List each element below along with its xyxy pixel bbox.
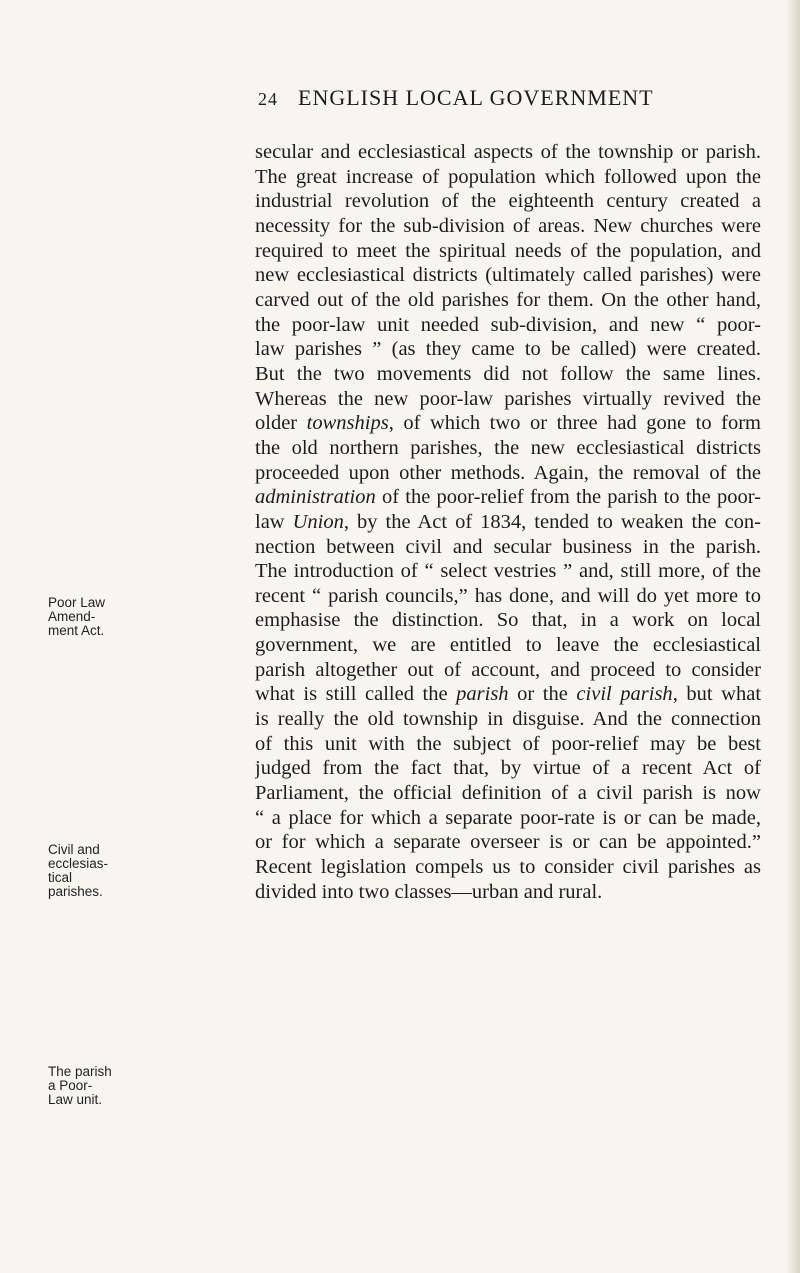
- text-run: or the: [508, 683, 577, 706]
- running-head-title: ENGLISH LOCAL GOVERNMENT: [298, 85, 654, 110]
- italic-term: civil parish: [576, 683, 673, 706]
- text-line: proceeded upon other methods. Again, the removal of the: [255, 461, 761, 484]
- sidenote-line: Amend-: [48, 609, 96, 624]
- text-line: is really the old township in disguise. And the connection: [255, 708, 761, 731]
- text-line: Parliament, the official definition of a civil parish is now: [255, 782, 761, 805]
- text-line: [255, 682, 761, 707]
- running-head: [258, 83, 778, 113]
- italic-term: Union: [292, 510, 344, 533]
- sidenote-line: tical: [48, 870, 73, 885]
- text-line: parish altogether out of account, and proceed to consider: [255, 658, 761, 681]
- sidenote-line: Poor Law: [48, 595, 106, 610]
- sidenote-poor-law-amendment-act: [48, 596, 128, 638]
- text-line: recent “ parish councils,” has done, and will do yet more to: [255, 584, 761, 607]
- text-line: judged from the fact that, by virtue of a recent Act of: [255, 757, 761, 780]
- text-line: the old northern parishes, the new ecclesiastical districts: [255, 436, 761, 459]
- text-line: [255, 485, 761, 510]
- sidenote-line: Civil and: [48, 842, 100, 857]
- text-line: law parishes ” (as they came to be called) were created.: [255, 338, 761, 361]
- page-edge-shadow: [786, 0, 800, 1273]
- text-line: nection between civil and secular business in the parish.: [255, 535, 761, 558]
- text-run: of the poor-relief from the parish to the poor-: [375, 486, 761, 509]
- text-line: of this unit with the subject of poor-relief may be best: [255, 732, 761, 755]
- text-line: government, we are entitled to leave the ecclesiastical: [255, 634, 761, 657]
- text-line: required to meet the spiritual needs of the population, and: [255, 239, 761, 262]
- text-run: , but what: [672, 683, 761, 706]
- text-line: divided into two classes—urban and rural.: [255, 880, 603, 903]
- text-line: or for which a separate overseer is or can be appointed.”: [255, 831, 761, 854]
- text-line: But the two movements did not follow the same lines.: [255, 362, 761, 385]
- text-line: secular and ecclesiastical aspects of the township or parish.: [255, 141, 761, 163]
- text-line: new ecclesiastical districts (ultimately called parishes) were: [255, 264, 761, 287]
- text-line: “ a place for which a separate poor-rate is or can be made,: [255, 806, 761, 829]
- text-line: [255, 411, 761, 436]
- sidenote-line: Law unit.: [48, 1092, 103, 1107]
- text-line: emphasise the distinction. So that, in a work on local: [255, 609, 761, 632]
- text-line: The great increase of population which followed upon the: [255, 165, 761, 188]
- text-run: what is still called the: [255, 683, 457, 706]
- text-run: , by the Act of 1834, tended to weaken the con-: [343, 510, 761, 533]
- italic-term: townships: [306, 412, 389, 435]
- text-run: , of which two or three had gone to form: [388, 412, 761, 435]
- text-run: older: [255, 412, 307, 435]
- text-line: Whereas the new poor-law parishes virtually revived the: [255, 387, 761, 410]
- text-line: the poor-law unit needed sub-division, and new “ poor-: [255, 313, 761, 336]
- sidenote-line: ment Act.: [48, 623, 105, 638]
- sidenote-line: a Poor-: [48, 1078, 93, 1093]
- text-run: law: [255, 510, 293, 533]
- italic-term: parish: [456, 683, 509, 706]
- text-line: necessity for the sub-division of areas. New churches were: [255, 214, 761, 237]
- text-line: industrial revolution of the eighteenth century created a: [255, 190, 761, 213]
- italic-term: administration: [255, 486, 376, 509]
- page-number: 24: [258, 89, 278, 109]
- sidenote-line: ecclesias-: [48, 856, 109, 871]
- text-line: [255, 510, 761, 535]
- sidenote-civil-and-ecclesiastical-parishes: [48, 843, 128, 899]
- text-line: Recent legislation compels us to consider civil parishes as: [255, 856, 761, 879]
- text-line: carved out of the old parishes for them. On the other hand,: [255, 288, 761, 311]
- sidenote-parish-poor-law-unit: [48, 1065, 128, 1107]
- text-line: The introduction of “ select vestries ” and, still more, of the: [255, 560, 761, 583]
- sidenote-line: The parish: [48, 1064, 112, 1079]
- body-text: [255, 140, 761, 904]
- sidenote-line: parishes.: [48, 884, 103, 899]
